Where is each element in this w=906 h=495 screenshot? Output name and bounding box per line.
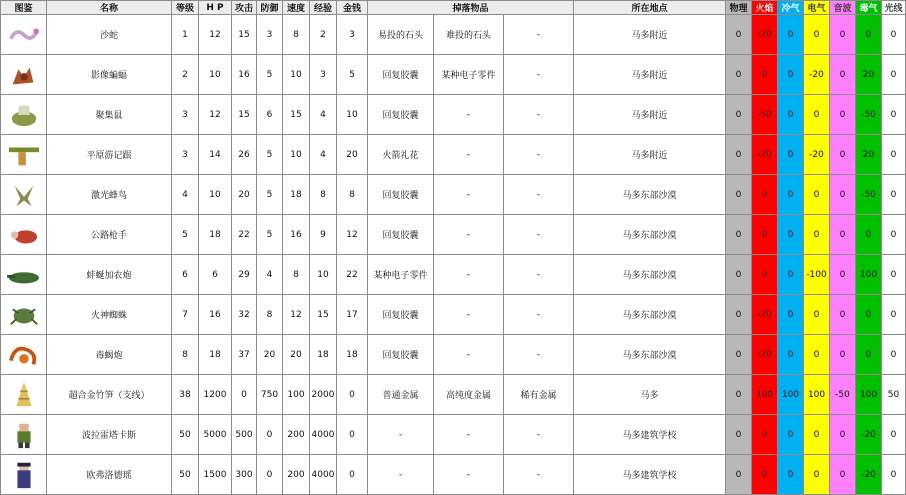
- drop-2-cell: -: [434, 95, 504, 135]
- hp-cell: 12: [199, 95, 232, 135]
- resist-sonic-cell: 0: [830, 335, 856, 375]
- attack-cell: 29: [232, 255, 257, 295]
- resist-physical-cell: 0: [726, 15, 752, 55]
- resist-electric-cell: 100: [804, 375, 830, 415]
- resist-electric-cell: 0: [804, 15, 830, 55]
- attack-cell: 22: [232, 215, 257, 255]
- header-level: 等级: [172, 1, 199, 15]
- header-name: 名称: [47, 1, 172, 15]
- exp-cell: 4: [310, 135, 337, 175]
- name-cell: 火神蜘蛛: [47, 295, 172, 335]
- resist-light-cell: 0: [882, 415, 906, 455]
- monster-image-cell: [1, 15, 47, 55]
- resist-physical-cell: 0: [726, 135, 752, 175]
- resist-sonic-cell: 0: [830, 215, 856, 255]
- resist-poison-cell: 0: [856, 15, 882, 55]
- resist-ice-cell: 0: [778, 55, 804, 95]
- resist-ice-cell: 0: [778, 455, 804, 495]
- resist-ice-cell: 0: [778, 415, 804, 455]
- speed-cell: 200: [283, 415, 310, 455]
- monster-image-cell: [1, 415, 47, 455]
- drop-2-cell: -: [434, 295, 504, 335]
- level-cell: 50: [172, 455, 199, 495]
- name-cell: 蚌蜒加农炮: [47, 255, 172, 295]
- resist-poison-cell: -50: [856, 95, 882, 135]
- monster-image-cell: [1, 455, 47, 495]
- table-row: [1, 95, 906, 135]
- speed-cell: 8: [283, 255, 310, 295]
- plains-cannon-sprite: [5, 140, 43, 170]
- resist-fire-cell: -20: [752, 295, 778, 335]
- name-cell: 公路枪手: [47, 215, 172, 255]
- exp-cell: 10: [310, 255, 337, 295]
- monster-image-cell: [1, 175, 47, 215]
- table-row: [1, 175, 906, 215]
- location-cell: 马多附近: [574, 135, 726, 175]
- gold-cell: 18: [337, 335, 368, 375]
- resist-physical-cell: 0: [726, 55, 752, 95]
- gold-cell: 10: [337, 95, 368, 135]
- table-row: [1, 15, 906, 55]
- resist-fire-cell: -20: [752, 335, 778, 375]
- drop-2-cell: -: [434, 175, 504, 215]
- drop-3-cell: -: [504, 335, 574, 375]
- resist-light-cell: 50: [882, 375, 906, 415]
- drop-1-cell: 某种电子零件: [368, 255, 434, 295]
- level-cell: 2: [172, 55, 199, 95]
- location-cell: 马多: [574, 375, 726, 415]
- resist-ice-cell: 0: [778, 215, 804, 255]
- speed-cell: 10: [283, 55, 310, 95]
- resist-poison-cell: 20: [856, 55, 882, 95]
- table-row: [1, 135, 906, 175]
- header-speed: 速度: [283, 1, 310, 15]
- location-cell: 马多东部沙漠: [574, 255, 726, 295]
- defense-cell: 4: [257, 255, 283, 295]
- exp-cell: 2000: [310, 375, 337, 415]
- name-cell: 聚集鼠: [47, 95, 172, 135]
- resist-ice-cell: 0: [778, 295, 804, 335]
- resist-electric-cell: 0: [804, 415, 830, 455]
- drop-1-cell: 回复胶囊: [368, 215, 434, 255]
- sand-snake-sprite: [5, 20, 43, 50]
- name-cell: 激光蜂鸟: [47, 175, 172, 215]
- drop-3-cell: -: [504, 215, 574, 255]
- speed-cell: 16: [283, 215, 310, 255]
- exp-cell: 4000: [310, 415, 337, 455]
- monster-image-cell: [1, 375, 47, 415]
- resist-sonic-cell: 0: [830, 55, 856, 95]
- level-cell: 5: [172, 215, 199, 255]
- attack-cell: 26: [232, 135, 257, 175]
- resist-light-cell: 0: [882, 295, 906, 335]
- header-defense: 防御: [257, 1, 283, 15]
- name-cell: 平原游记跟: [47, 135, 172, 175]
- resist-sonic-cell: 0: [830, 295, 856, 335]
- attack-cell: 16: [232, 55, 257, 95]
- location-cell: 马多东部沙漠: [574, 335, 726, 375]
- monster-image-cell: [1, 255, 47, 295]
- header-gold: 金钱: [337, 1, 368, 15]
- drop-1-cell: 火箭礼花: [368, 135, 434, 175]
- drop-1-cell: 回复胶囊: [368, 55, 434, 95]
- resist-poison-cell: 0: [856, 215, 882, 255]
- table-row: [1, 415, 906, 455]
- gold-cell: 0: [337, 455, 368, 495]
- resist-physical-cell: 0: [726, 175, 752, 215]
- speed-cell: 15: [283, 95, 310, 135]
- attack-cell: 300: [232, 455, 257, 495]
- gold-cell: 5: [337, 55, 368, 95]
- table-row: [1, 215, 906, 255]
- speed-cell: 18: [283, 175, 310, 215]
- level-cell: 50: [172, 415, 199, 455]
- drop-2-cell: -: [434, 335, 504, 375]
- resist-light-cell: 0: [882, 455, 906, 495]
- exp-cell: 9: [310, 215, 337, 255]
- poison-scorpion-sprite: [5, 340, 43, 370]
- monster-image-cell: [1, 335, 47, 375]
- table-row: [1, 255, 906, 295]
- resist-fire-cell: 0: [752, 175, 778, 215]
- drop-2-cell: -: [434, 455, 504, 495]
- header-electric: 电气: [804, 1, 830, 15]
- table-row: [1, 335, 906, 375]
- resist-sonic-cell: 0: [830, 15, 856, 55]
- resist-poison-cell: -20: [856, 415, 882, 455]
- table-row: [1, 455, 906, 495]
- fire-spider-sprite: [5, 300, 43, 330]
- resist-electric-cell: 0: [804, 95, 830, 135]
- drop-3-cell: -: [504, 95, 574, 135]
- resist-ice-cell: 0: [778, 135, 804, 175]
- exp-cell: 4000: [310, 455, 337, 495]
- resist-poison-cell: 100: [856, 375, 882, 415]
- resist-ice-cell: 0: [778, 95, 804, 135]
- resist-electric-cell: 0: [804, 215, 830, 255]
- hp-cell: 18: [199, 215, 232, 255]
- resist-electric-cell: 0: [804, 455, 830, 495]
- resist-physical-cell: 0: [726, 215, 752, 255]
- monster-image-cell: [1, 95, 47, 135]
- speed-cell: 100: [283, 375, 310, 415]
- resist-sonic-cell: 0: [830, 95, 856, 135]
- resist-light-cell: 0: [882, 335, 906, 375]
- hp-cell: 6: [199, 255, 232, 295]
- resist-poison-cell: -50: [856, 175, 882, 215]
- defense-cell: 6: [257, 95, 283, 135]
- drop-1-cell: 普通金属: [368, 375, 434, 415]
- resist-poison-cell: 0: [856, 335, 882, 375]
- exp-cell: 2: [310, 15, 337, 55]
- gold-cell: 12: [337, 215, 368, 255]
- drop-3-cell: -: [504, 175, 574, 215]
- attack-cell: 32: [232, 295, 257, 335]
- drop-3-cell: -: [504, 15, 574, 55]
- resist-electric-cell: -20: [804, 135, 830, 175]
- resist-fire-cell: -20: [752, 135, 778, 175]
- attack-cell: 0: [232, 375, 257, 415]
- drop-2-cell: 高纯度金属: [434, 375, 504, 415]
- monster-image-cell: [1, 295, 47, 335]
- drop-3-cell: -: [504, 135, 574, 175]
- drop-3-cell: -: [504, 295, 574, 335]
- location-cell: 马多东部沙漠: [574, 215, 726, 255]
- table-row: [1, 295, 906, 335]
- header-poison: 毒气: [856, 1, 882, 15]
- resist-physical-cell: 0: [726, 255, 752, 295]
- location-cell: 马多附近: [574, 95, 726, 135]
- resist-physical-cell: 0: [726, 335, 752, 375]
- defense-cell: 5: [257, 55, 283, 95]
- level-cell: 4: [172, 175, 199, 215]
- monster-image-cell: [1, 55, 47, 95]
- resist-light-cell: 0: [882, 135, 906, 175]
- resist-poison-cell: -20: [856, 455, 882, 495]
- defense-cell: 750: [257, 375, 283, 415]
- hp-cell: 18: [199, 335, 232, 375]
- drop-2-cell: -: [434, 255, 504, 295]
- hp-cell: 16: [199, 295, 232, 335]
- resist-ice-cell: 0: [778, 15, 804, 55]
- exp-cell: 15: [310, 295, 337, 335]
- defense-cell: 5: [257, 215, 283, 255]
- resist-sonic-cell: 0: [830, 175, 856, 215]
- header-attack: 攻击: [232, 1, 257, 15]
- header-sonic: 音波: [830, 1, 856, 15]
- drop-1-cell: 回复胶囊: [368, 175, 434, 215]
- resist-ice-cell: 0: [778, 335, 804, 375]
- lizard-cannon-sprite: [5, 260, 43, 290]
- drop-2-cell: -: [434, 415, 504, 455]
- resist-fire-cell: 100: [752, 375, 778, 415]
- header-row: [1, 1, 906, 15]
- level-cell: 8: [172, 335, 199, 375]
- resist-electric-cell: 0: [804, 175, 830, 215]
- table-row: [1, 55, 906, 95]
- header-physical: 物理: [726, 1, 752, 15]
- resist-electric-cell: -20: [804, 55, 830, 95]
- header-light: 光线: [882, 1, 906, 15]
- resist-light-cell: 0: [882, 15, 906, 55]
- resist-physical-cell: 0: [726, 455, 752, 495]
- location-cell: 马多附近: [574, 55, 726, 95]
- exp-cell: 8: [310, 175, 337, 215]
- shadow-bat-sprite: [5, 60, 43, 90]
- resist-fire-cell: -50: [752, 95, 778, 135]
- speed-cell: 8: [283, 15, 310, 55]
- header-exp: 经验: [310, 1, 337, 15]
- gold-cell: 20: [337, 135, 368, 175]
- resist-ice-cell: 0: [778, 175, 804, 215]
- drop-2-cell: 难投的石头: [434, 15, 504, 55]
- name-cell: 波拉雷塔卡斯: [47, 415, 172, 455]
- resist-light-cell: 0: [882, 215, 906, 255]
- drop-3-cell: -: [504, 255, 574, 295]
- exp-cell: 18: [310, 335, 337, 375]
- location-cell: 马多建筑学校: [574, 455, 726, 495]
- defense-cell: 8: [257, 295, 283, 335]
- resist-ice-cell: 0: [778, 255, 804, 295]
- drop-3-cell: -: [504, 455, 574, 495]
- attack-cell: 37: [232, 335, 257, 375]
- attack-cell: 20: [232, 175, 257, 215]
- attack-cell: 15: [232, 95, 257, 135]
- hp-cell: 1200: [199, 375, 232, 415]
- resist-fire-cell: 0: [752, 215, 778, 255]
- header-ice: 冷气: [778, 1, 804, 15]
- drop-2-cell: 某种电子零件: [434, 55, 504, 95]
- location-cell: 马多建筑学校: [574, 415, 726, 455]
- level-cell: 3: [172, 135, 199, 175]
- speed-cell: 20: [283, 335, 310, 375]
- gold-cell: 8: [337, 175, 368, 215]
- hp-cell: 10: [199, 55, 232, 95]
- resist-fire-cell: -20: [752, 15, 778, 55]
- speed-cell: 12: [283, 295, 310, 335]
- name-cell: 影像蝙蝠: [47, 55, 172, 95]
- boss-woman-sprite: [5, 460, 43, 490]
- hp-cell: 5000: [199, 415, 232, 455]
- resist-light-cell: 0: [882, 255, 906, 295]
- speed-cell: 200: [283, 455, 310, 495]
- gold-cell: 0: [337, 415, 368, 455]
- name-cell: 沙蛇: [47, 15, 172, 55]
- resist-poison-cell: 20: [856, 135, 882, 175]
- defense-cell: 0: [257, 415, 283, 455]
- gold-cell: 3: [337, 15, 368, 55]
- resist-light-cell: 0: [882, 95, 906, 135]
- resist-fire-cell: 0: [752, 55, 778, 95]
- resist-physical-cell: 0: [726, 415, 752, 455]
- gold-cell: 17: [337, 295, 368, 335]
- drop-2-cell: -: [434, 135, 504, 175]
- exp-cell: 4: [310, 95, 337, 135]
- hp-cell: 1500: [199, 455, 232, 495]
- cluster-rat-sprite: [5, 100, 43, 130]
- resist-physical-cell: 0: [726, 295, 752, 335]
- resist-electric-cell: -100: [804, 255, 830, 295]
- header-fire: 火焰: [752, 1, 778, 15]
- name-cell: 欧弗洛德瑶: [47, 455, 172, 495]
- hp-cell: 14: [199, 135, 232, 175]
- resist-sonic-cell: 0: [830, 455, 856, 495]
- header-location: 所在地点: [574, 1, 726, 15]
- resist-fire-cell: 0: [752, 255, 778, 295]
- defense-cell: 20: [257, 335, 283, 375]
- monster-image-cell: [1, 215, 47, 255]
- drop-1-cell: 回复胶囊: [368, 295, 434, 335]
- drop-1-cell: 回复胶囊: [368, 335, 434, 375]
- laser-bird-sprite: [5, 180, 43, 210]
- name-cell: 超合金竹笋（支线）: [47, 375, 172, 415]
- drop-1-cell: 回复胶囊: [368, 95, 434, 135]
- drop-1-cell: -: [368, 455, 434, 495]
- level-cell: 6: [172, 255, 199, 295]
- gold-cell: 22: [337, 255, 368, 295]
- level-cell: 1: [172, 15, 199, 55]
- resist-electric-cell: 0: [804, 295, 830, 335]
- location-cell: 马多附近: [574, 15, 726, 55]
- attack-cell: 15: [232, 15, 257, 55]
- resist-fire-cell: 0: [752, 455, 778, 495]
- defense-cell: 5: [257, 175, 283, 215]
- drop-1-cell: 易投的石头: [368, 15, 434, 55]
- resist-physical-cell: 0: [726, 375, 752, 415]
- resist-light-cell: 0: [882, 55, 906, 95]
- level-cell: 38: [172, 375, 199, 415]
- resist-sonic-cell: 0: [830, 255, 856, 295]
- name-cell: 毒蝎炮: [47, 335, 172, 375]
- exp-cell: 3: [310, 55, 337, 95]
- hp-cell: 10: [199, 175, 232, 215]
- header-drops: 掉落物品: [368, 1, 574, 15]
- defense-cell: 5: [257, 135, 283, 175]
- resist-physical-cell: 0: [726, 95, 752, 135]
- attack-cell: 500: [232, 415, 257, 455]
- resist-light-cell: 0: [882, 175, 906, 215]
- defense-cell: 3: [257, 15, 283, 55]
- location-cell: 马多东部沙漠: [574, 295, 726, 335]
- drop-3-cell: -: [504, 55, 574, 95]
- drop-2-cell: -: [434, 215, 504, 255]
- resist-sonic-cell: 0: [830, 135, 856, 175]
- table-row: [1, 375, 906, 415]
- resist-fire-cell: 0: [752, 415, 778, 455]
- boss-soldier-sprite: [5, 420, 43, 450]
- hp-cell: 12: [199, 15, 232, 55]
- level-cell: 3: [172, 95, 199, 135]
- header-image: 图鉴: [1, 1, 47, 15]
- resist-poison-cell: 100: [856, 255, 882, 295]
- resist-sonic-cell: -50: [830, 375, 856, 415]
- resist-poison-cell: 0: [856, 295, 882, 335]
- drop-3-cell: -: [504, 415, 574, 455]
- resist-sonic-cell: 0: [830, 415, 856, 455]
- header-hp: H P: [199, 1, 232, 15]
- road-gunner-sprite: [5, 220, 43, 250]
- drop-3-cell: 稀有金属: [504, 375, 574, 415]
- gold-cell: 0: [337, 375, 368, 415]
- alloy-bamboo-sprite: [5, 380, 43, 410]
- resist-ice-cell: 100: [778, 375, 804, 415]
- monster-image-cell: [1, 135, 47, 175]
- level-cell: 7: [172, 295, 199, 335]
- resist-electric-cell: 0: [804, 335, 830, 375]
- speed-cell: 10: [283, 135, 310, 175]
- drop-1-cell: -: [368, 415, 434, 455]
- defense-cell: 0: [257, 455, 283, 495]
- location-cell: 马多东部沙漠: [574, 175, 726, 215]
